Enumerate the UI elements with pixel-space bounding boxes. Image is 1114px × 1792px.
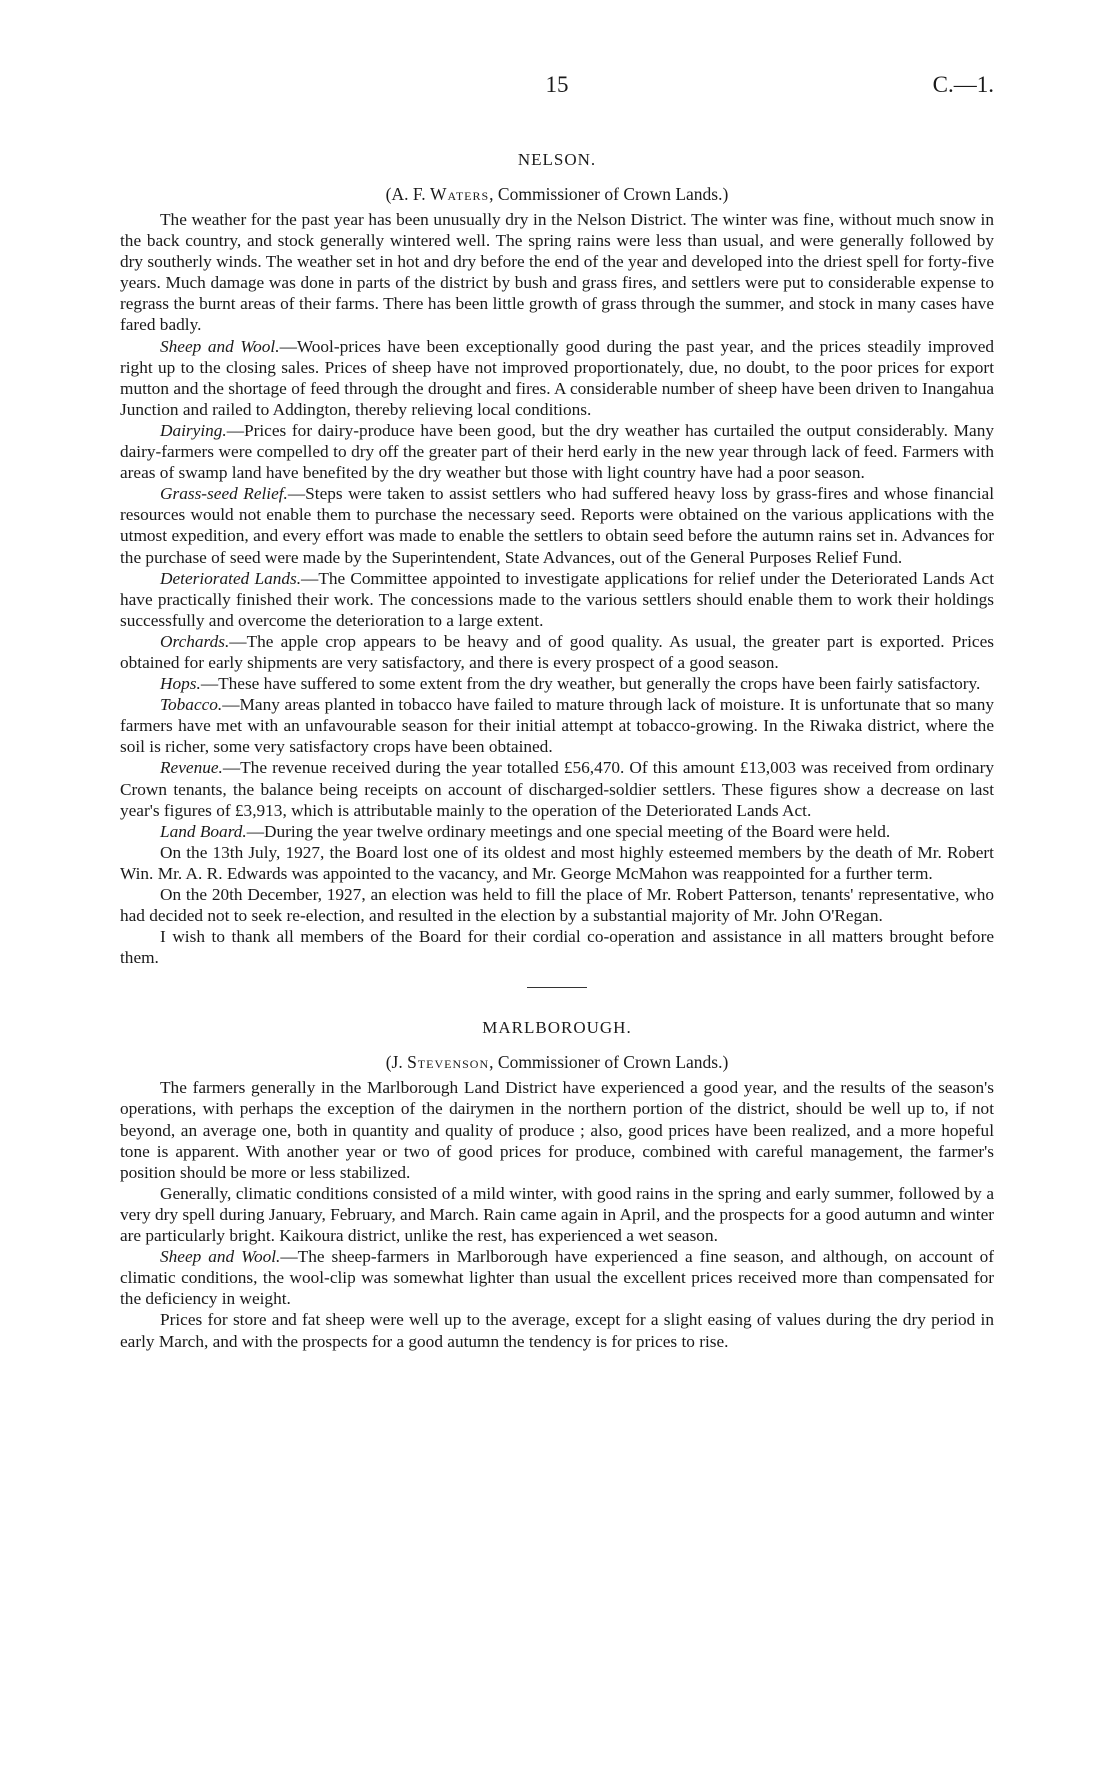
- paragraph-heading: Sheep and Wool.: [160, 336, 280, 356]
- paragraph-heading: Sheep and Wool.: [160, 1247, 281, 1267]
- paragraph-text: —The apple crop appears to be heavy and of good quality. As usual, the greater part is exported. Prices obtained for early shipments are very satisfactory, and there is every prospect of a good season.: [120, 631, 994, 672]
- paragraph-text: —Prices for dairy-produce have been good, but the dry weather has curtailed the output considerably. Many dairy-farmers were compelled to dry off the greater part of their herd early in the new year through lack of feed. Farmers with areas of swamp land have benefited by the dry weather but those with light country have had a poor season.: [120, 420, 994, 483]
- paragraph-text: I wish to thank all members of the Board for their cordial co-operation and assistance in all matters brought before them.: [120, 927, 994, 968]
- paragraph: [120, 631, 994, 673]
- paragraph: [120, 821, 994, 842]
- paragraph-heading: Deteriorated Lands.: [160, 568, 302, 588]
- paragraph: [120, 926, 994, 968]
- commissioner-name: Stevenson: [407, 1052, 490, 1073]
- section-body: [120, 209, 994, 968]
- paragraph: [120, 336, 994, 420]
- paragraph: [120, 1309, 994, 1351]
- paragraph-heading: Orchards.: [160, 631, 230, 651]
- paragraph-text: —During the year twelve ordinary meetings and one special meeting of the Board were held.: [246, 821, 891, 841]
- section-divider: [527, 987, 587, 988]
- paragraph-text: Prices for store and fat sheep were well up to the average, except for a slight easing of values during the dry period in early March, and with the prospects for a good autumn the tendency is for prices to rise.: [120, 1310, 994, 1351]
- section-byline: (A. F. Waters, Commissioner of Crown Lands.): [385, 184, 729, 204]
- section-byline: (J. Stevenson, Commissioner of Crown Lands.): [385, 1052, 729, 1073]
- paragraph: [120, 420, 994, 483]
- page-number: 15: [545, 72, 569, 97]
- section-marlborough: [120, 1018, 994, 1351]
- section-title: MARLBOROUGH.: [482, 1018, 632, 1038]
- paragraph: [120, 694, 994, 757]
- document-page: [120, 60, 994, 1352]
- paragraph-text: —The sheep-farmers in Marlborough have experienced a fine season, and although, on account of climatic conditions, the wool-clip was somewhat lighter than usual the excellent prices received more than compensated for the deficiency in weight.: [120, 1247, 994, 1309]
- paragraph: [120, 568, 994, 631]
- paragraph: [120, 1077, 994, 1182]
- paragraph-text: On the 20th December, 1927, an election was held to fill the place of Mr. Robert Patterson, tenants' representative, who had decided not to seek re-election, and resulted in the election by a substantial majority of Mr. John O'Regan.: [120, 885, 994, 926]
- page-header: [120, 60, 994, 120]
- paragraph-heading: Grass-seed Relief.: [160, 484, 288, 504]
- paragraph-text: The farmers generally in the Marlborough Land District have experienced a good year, and the results of the season's operations, with perhaps the exception of the dairymen in the northern portion of the district, should be well up to, if not beyond, an average one, both in quantity and quality of produce ; also, good prices have been realized, and a more hopeful tone is apparent. With another year or two of good prices for produce, combined with careful management, the farmer's position should be more or less stabilized.: [120, 1078, 994, 1182]
- paragraph-text: —Steps were taken to assist settlers who had suffered heavy loss by grass-fires and whose financial resources would not enable them to purchase the necessary seed. Reports were obtained on the various applications with the utmost expedition, and every effort was made to enable the settlers to obtain seed before the autumn rains set in. Advances for the purchase of seed were made by the Superintendent, State Advances, out of the General Purposes Relief Fund.: [120, 484, 995, 567]
- paragraph-text: —The revenue received during the year totalled £56,470. Of this amount £13,003 was received from ordinary Crown tenants, the balance being receipts on account of discharged-soldier settlers. These figures show a decrease on last year's figures of £3,913, which is attributable mainly to the operation of the Deteriorated Lands Act.: [120, 758, 994, 820]
- paragraph-heading: Dairying.: [160, 420, 227, 440]
- paragraph-heading: Land Board.: [160, 821, 247, 841]
- commissioner-name: Waters: [429, 184, 490, 204]
- paragraph: [120, 1183, 994, 1246]
- paragraph: [120, 757, 994, 820]
- paragraph-heading: Revenue.: [160, 758, 223, 778]
- paragraph-heading: Tobacco.: [160, 695, 223, 715]
- paragraph: [120, 209, 994, 336]
- paragraph-text: —Wool-prices have been exceptionally good during the past year, and the prices steadily improved right up to the closing sales. Prices of sheep have not improved proportionately, due, no doubt, to the poor prices for export mutton and the shortage of feed through the drought and fires. A considerable number of sheep have been driven to Inangahua Junction and railed to Addington, thereby relieving local conditions.: [120, 336, 994, 419]
- section-title: NELSON.: [517, 150, 597, 169]
- section-nelson: [120, 150, 994, 968]
- paragraph: [120, 842, 994, 884]
- paragraph-text: On the 13th July, 1927, the Board lost one of its oldest and most highly esteemed members by the death of Mr. Robert Win. Mr. A. R. Edwards was appointed to the vacancy, and Mr. George McMahon was reappointed for a further term.: [120, 842, 994, 883]
- paragraph-text: —These have suffered to some extent from the dry weather, but generally the crops have been fairly satisfactory.: [200, 674, 981, 694]
- paragraph: [120, 483, 994, 567]
- paragraph-text: —The Committee appointed to investigate applications for relief under the Deteriorated Lands Act have practically finished their work. The concessions made to the various settlers should enable them to work their holdings successfully and overcome the deterioration to a large extent.: [120, 568, 994, 630]
- paragraph: [120, 1246, 994, 1309]
- section-body: [120, 1077, 994, 1351]
- paragraph-text: —Many areas planted in tobacco have failed to mature through lack of moisture. It is unfortunate that so many farmers have met with an unfavourable season for their initial attempt at tobacco-growing. In the Riwaka district, where the soil is richer, some very satisfactory crops have been obtained.: [120, 695, 994, 757]
- paragraph-text: Generally, climatic conditions consisted of a mild winter, with good rains in the spring and early summer, followed by a very dry spell during January, February, and March. Rain came again in April, and the prospects for a good autumn and winter are particularly bright. Kaikoura district, unlike the rest, has experienced a wet season.: [120, 1183, 994, 1246]
- paragraph-text: The weather for the past year has been unusually dry in the Nelson District. The winter was fine, without much snow in the back country, and stock generally wintered well. The spring rains were less than usual, and were generally followed by dry southerly winds. The weather set in hot and dry before the end of the year and developed into the driest spell for forty-five years. Much damage was done in parts of the district by bush and grass fires, and settlers were put to considerable expense to regrass the burnt areas of their farms. There has been little growth of grass through the summer, and stock in many cases have fared badly.: [120, 210, 994, 335]
- paragraph: [120, 673, 994, 694]
- paragraph: [120, 884, 994, 926]
- paragraph-heading: Hops.: [160, 674, 201, 694]
- document-id: C.—1.: [932, 72, 994, 97]
